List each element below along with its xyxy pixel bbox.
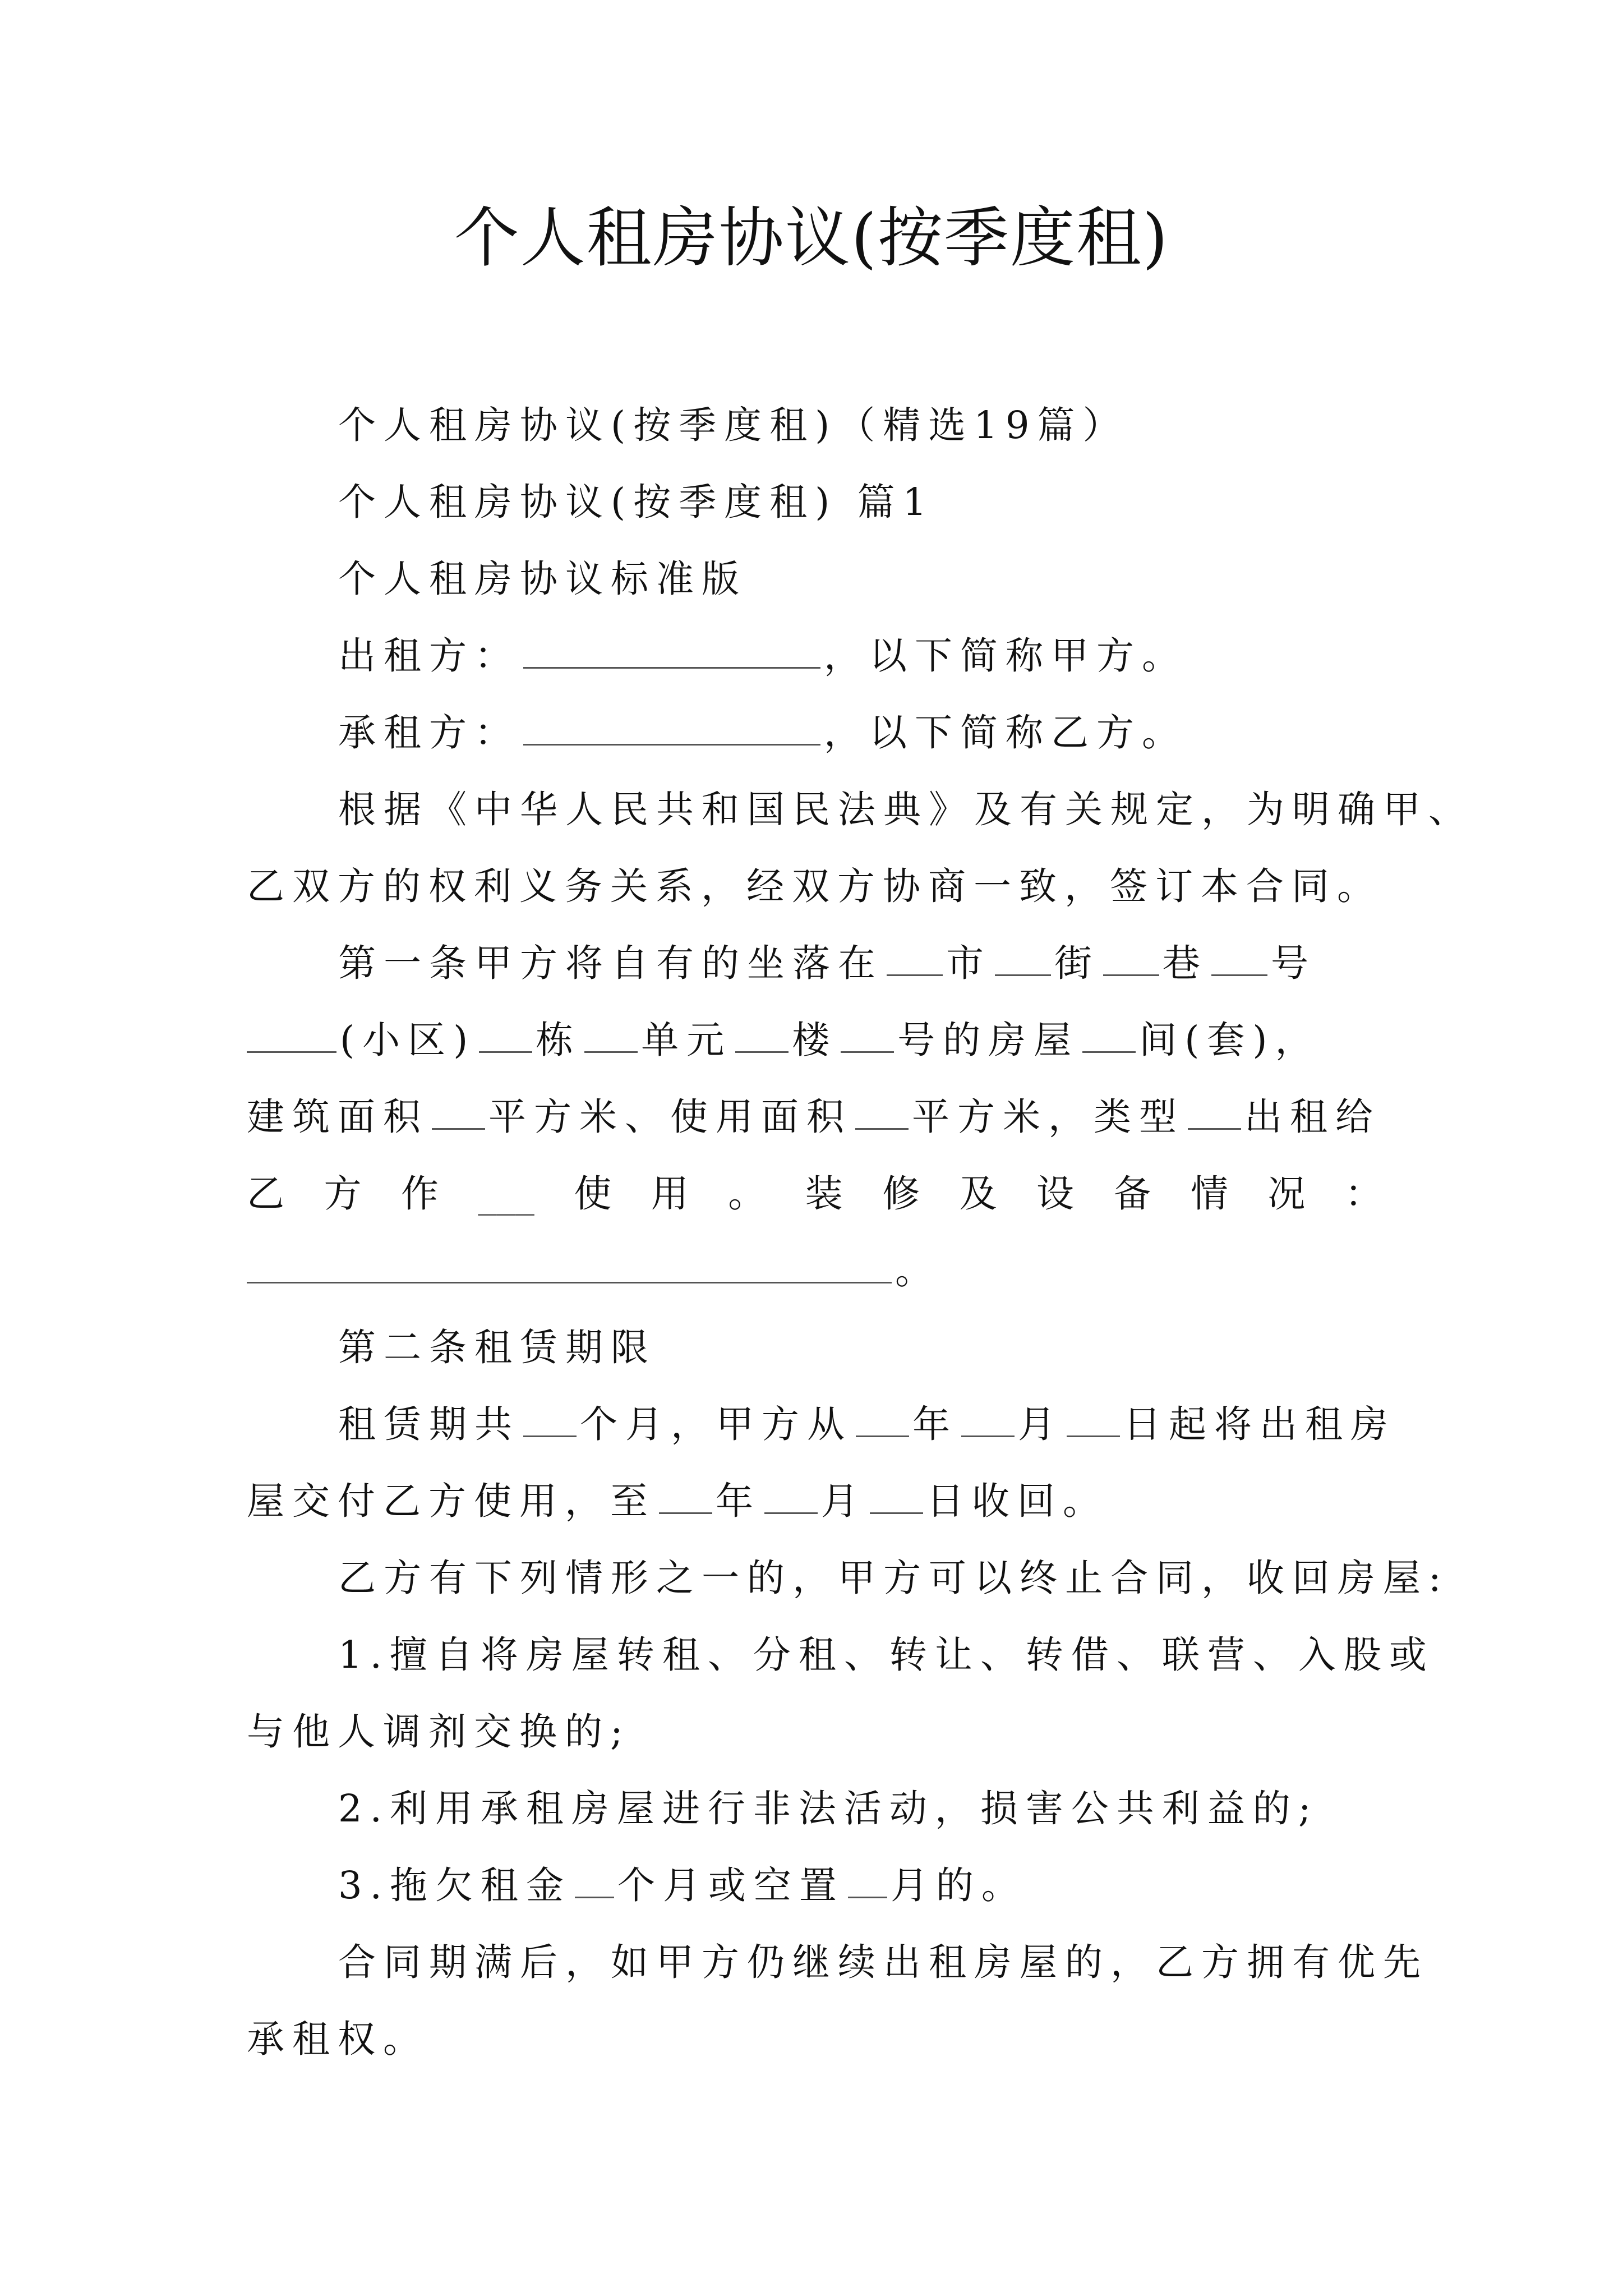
text-span: 号的房屋 [897, 1018, 1080, 1062]
lessor-label: 出租方： [338, 634, 520, 678]
article-one-justified-line [247, 1156, 1382, 1232]
list-item-line: 1.擅自将房屋转租、分租、转让、转借、联营、入股或 [338, 1633, 1435, 1677]
text-span: 楼 [792, 1018, 838, 1062]
char: 情 [1190, 1172, 1228, 1216]
char: 。 [728, 1172, 766, 1216]
text-span: 单元 [641, 1018, 732, 1062]
char: 修 [882, 1172, 920, 1216]
text-span: 个月或空置 [617, 1864, 845, 1907]
lessee-label: 承租方： [338, 711, 520, 754]
blank-underline [584, 1029, 638, 1053]
paragraph-line: 个人租房协议(按季度租)（精选19篇） [338, 403, 1128, 447]
blank-underline [659, 1490, 712, 1514]
paragraph-line: 乙方有下列情形之一的，甲方可以终止合同，收回房屋: [338, 1556, 1449, 1600]
paragraph-line: 承租权。 [247, 2017, 428, 2061]
paragraph-line: 乙双方的权利义务关系，经双方协商一致，签订本合同。 [247, 864, 1382, 908]
blank-underline [479, 1029, 532, 1053]
lease-term-line [247, 1463, 1382, 1540]
text-span: 3.拖欠租金 [338, 1864, 571, 1907]
blank-underline [735, 1029, 789, 1053]
text-span: 年 [716, 1479, 761, 1523]
blank-underline [961, 1413, 1015, 1437]
char: 备 [1113, 1172, 1151, 1216]
lessee-note: ，以下简称乙方。 [824, 711, 1187, 754]
blank-underline [841, 1029, 894, 1053]
article-one-line [247, 1232, 1382, 1309]
paragraph-line: 个人租房协议(按季度租) 篇1 [338, 480, 935, 524]
blank-underline [523, 1413, 577, 1437]
char: 乙 [247, 1172, 284, 1216]
text-span: 个月，甲方从 [580, 1402, 852, 1446]
blank-underline [870, 1490, 923, 1514]
lessor-line [247, 618, 1474, 694]
text-span: 建筑面积 [247, 1095, 428, 1139]
text-span: 日起将出租房 [1123, 1402, 1396, 1446]
text-span: (小区) [340, 1018, 476, 1062]
char: 况 [1267, 1172, 1306, 1216]
text-span: 出租给 [1244, 1095, 1381, 1139]
blank-underline [247, 1029, 336, 1053]
list-item-line [247, 1847, 1474, 1924]
text-span: 间(套)， [1139, 1018, 1321, 1062]
article-one-line [247, 925, 1474, 1002]
blank-underline [1211, 952, 1267, 976]
text-span: 租赁期共 [338, 1402, 520, 1446]
text-span: 栋 [536, 1018, 582, 1062]
char: ： [1344, 1172, 1382, 1216]
blank-underline [764, 1490, 818, 1514]
text-span: 月 [821, 1479, 866, 1523]
paragraph-line: 合同期满后，如甲方仍继续出租房屋的，乙方拥有优先 [338, 1940, 1428, 1984]
text-span: 街 [1054, 941, 1100, 985]
blank-underline [848, 1874, 887, 1898]
text-span: 平方米，类型 [912, 1095, 1184, 1139]
article-two-heading: 第二条租赁期限 [338, 1326, 656, 1369]
paragraph-line: 根据《中华人民共和国民法典》及有关规定，为明确甲、 [338, 788, 1474, 831]
blank-underline [523, 645, 820, 669]
text-span: 日收回。 [926, 1479, 1108, 1523]
blank-underline [1082, 1029, 1136, 1053]
text-span: 第一条甲方将自有的坐落在 [338, 941, 883, 985]
document-title: 个人租房协议(按季度租) [454, 200, 1169, 276]
text-span: 巷 [1163, 941, 1208, 985]
lessor-note: ，以下简称甲方。 [824, 634, 1187, 678]
text-span: 月的。 [890, 1864, 1027, 1907]
lease-term-line [247, 1386, 1474, 1463]
blank-underline [575, 1874, 614, 1898]
blank-text: ___ [478, 1172, 534, 1216]
paragraph-line: 个人租房协议标准版 [338, 557, 747, 601]
char: 用 [651, 1172, 689, 1216]
char: 及 [959, 1172, 997, 1216]
blank-underline [856, 1413, 909, 1437]
text-span: 屋交付乙方使用，至 [247, 1479, 656, 1523]
text-span: 平方米、使用面积 [488, 1095, 852, 1139]
lessee-line [247, 694, 1474, 771]
blank-underline [855, 1106, 909, 1130]
list-item-line: 2.利用承租房屋进行非法活动，损害公共利益的; [338, 1787, 1319, 1830]
char: 设 [1036, 1172, 1075, 1216]
char: 使 [574, 1172, 612, 1216]
blank-underline [432, 1106, 485, 1130]
text-span: 年 [912, 1402, 958, 1446]
list-item-line: 与他人调剂交换的; [247, 1710, 631, 1754]
blank-underline [887, 952, 943, 976]
blank-underline [1188, 1106, 1241, 1130]
text-span: 市 [946, 941, 992, 985]
blank-underline [995, 952, 1051, 976]
blank-underline [523, 721, 820, 746]
blank-underline [1103, 952, 1159, 976]
blank-underline [1067, 1413, 1120, 1437]
article-one-line [247, 1079, 1382, 1156]
char: 作 [400, 1172, 439, 1216]
blank-underline [247, 1259, 892, 1283]
text-span: 月 [1018, 1402, 1063, 1446]
char: 方 [324, 1172, 362, 1216]
text-span: 。 [895, 1249, 940, 1292]
text-span: 号 [1271, 941, 1316, 985]
article-one-line [247, 1002, 1382, 1079]
char: 装 [805, 1172, 843, 1216]
